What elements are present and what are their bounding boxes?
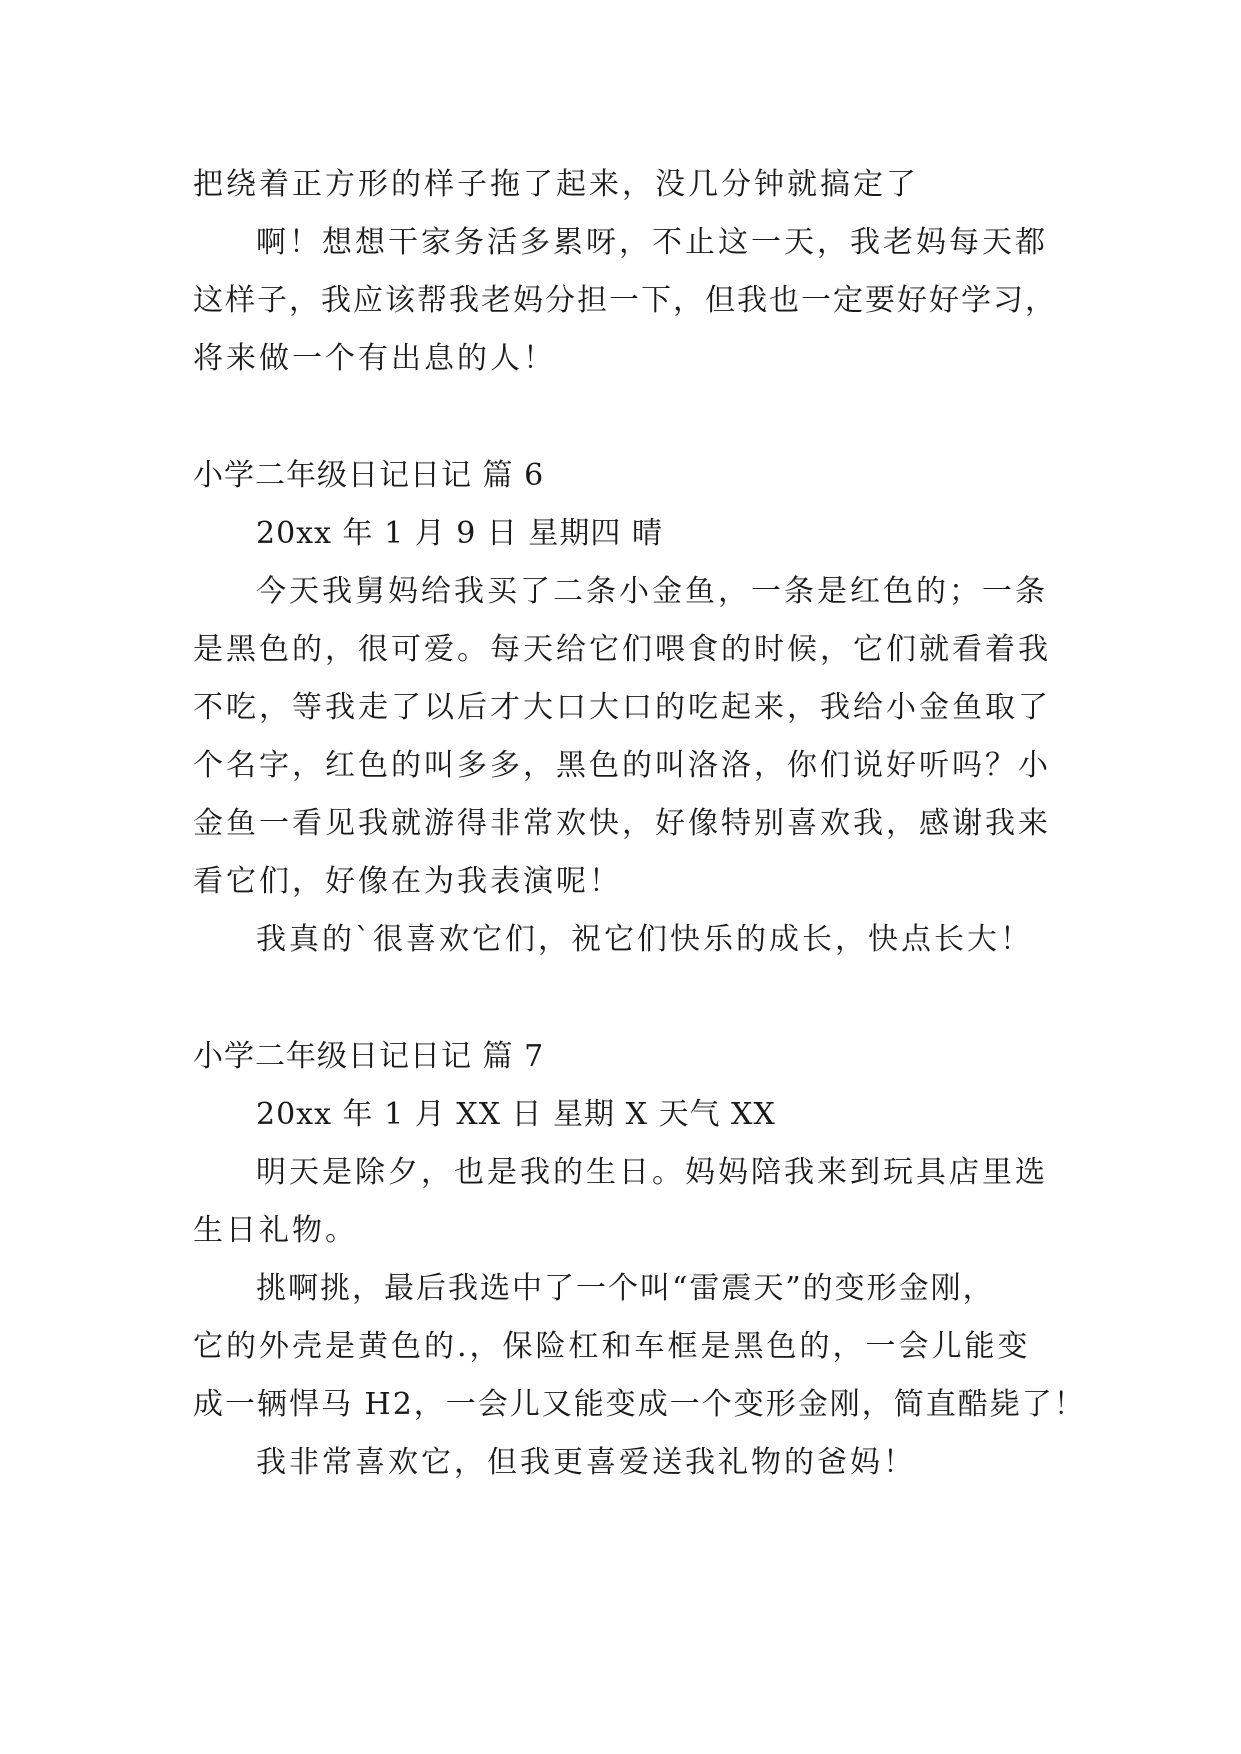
- section-heading: 小学二年级日记日记 篇 7: [193, 1039, 545, 1074]
- paragraph-line: 金鱼一看见我就游得非常欢快，好像特别喜欢我，感谢我来: [193, 806, 1051, 841]
- paragraph-line: 今天我舅妈给我买了二条小金鱼，一条是红色的；一条: [256, 574, 1048, 609]
- paragraph-line: 成一辆悍马 H2，一会儿又能变成一个变形金刚，简直酷毙了！: [193, 1387, 1086, 1422]
- paragraph-line: 我非常喜欢它，但我更喜爱送我礼物的爸妈！: [256, 1445, 916, 1480]
- entry-date: 20xx 年 1 月 9 日 星期四 晴: [256, 516, 663, 551]
- paragraph-line: 它的外壳是黄色的.，保险杠和车框是黑色的，一会儿能变: [193, 1329, 1031, 1364]
- section-heading: 小学二年级日记日记 篇 6: [193, 458, 545, 493]
- paragraph-line: 啊！想想干家务活多累呀，不止这一天，我老妈每天都: [256, 225, 1048, 260]
- entry-date: 20xx 年 1 月 XX 日 星期 X 天气 XX: [256, 1097, 776, 1132]
- paragraph-line: 看它们，好像在为我表演呢！: [193, 864, 622, 899]
- paragraph-line: 挑啊挑，最后我选中了一个叫“雷震天”的变形金刚，: [256, 1271, 995, 1306]
- paragraph-line: 明天是除夕，也是我的生日。妈妈陪我来到玩具店里选: [256, 1155, 1048, 1190]
- paragraph-line: 将来做一个有出息的人！: [193, 341, 556, 376]
- paragraph-line: 生日礼物。: [193, 1213, 358, 1248]
- paragraph-line: 把绕着正方形的样子拖了起来，没几分钟就搞定了: [193, 167, 919, 202]
- paragraph-line: 不吃，等我走了以后才大口大口的吃起来，我给小金鱼取了: [193, 690, 1051, 725]
- paragraph-line: 个名字，红色的叫多多，黑色的叫洛洛，你们说好听吗？小: [193, 748, 1051, 783]
- paragraph-line: 我真的`很喜欢它们，祝它们快乐的成长，快点长大！: [256, 922, 1033, 957]
- paragraph-line: 是黑色的，很可爱。每天给它们喂食的时候，它们就看着我: [193, 632, 1051, 667]
- paragraph-line: 这样子，我应该帮我老妈分担一下，但我也一定要好好学习，: [193, 283, 1057, 318]
